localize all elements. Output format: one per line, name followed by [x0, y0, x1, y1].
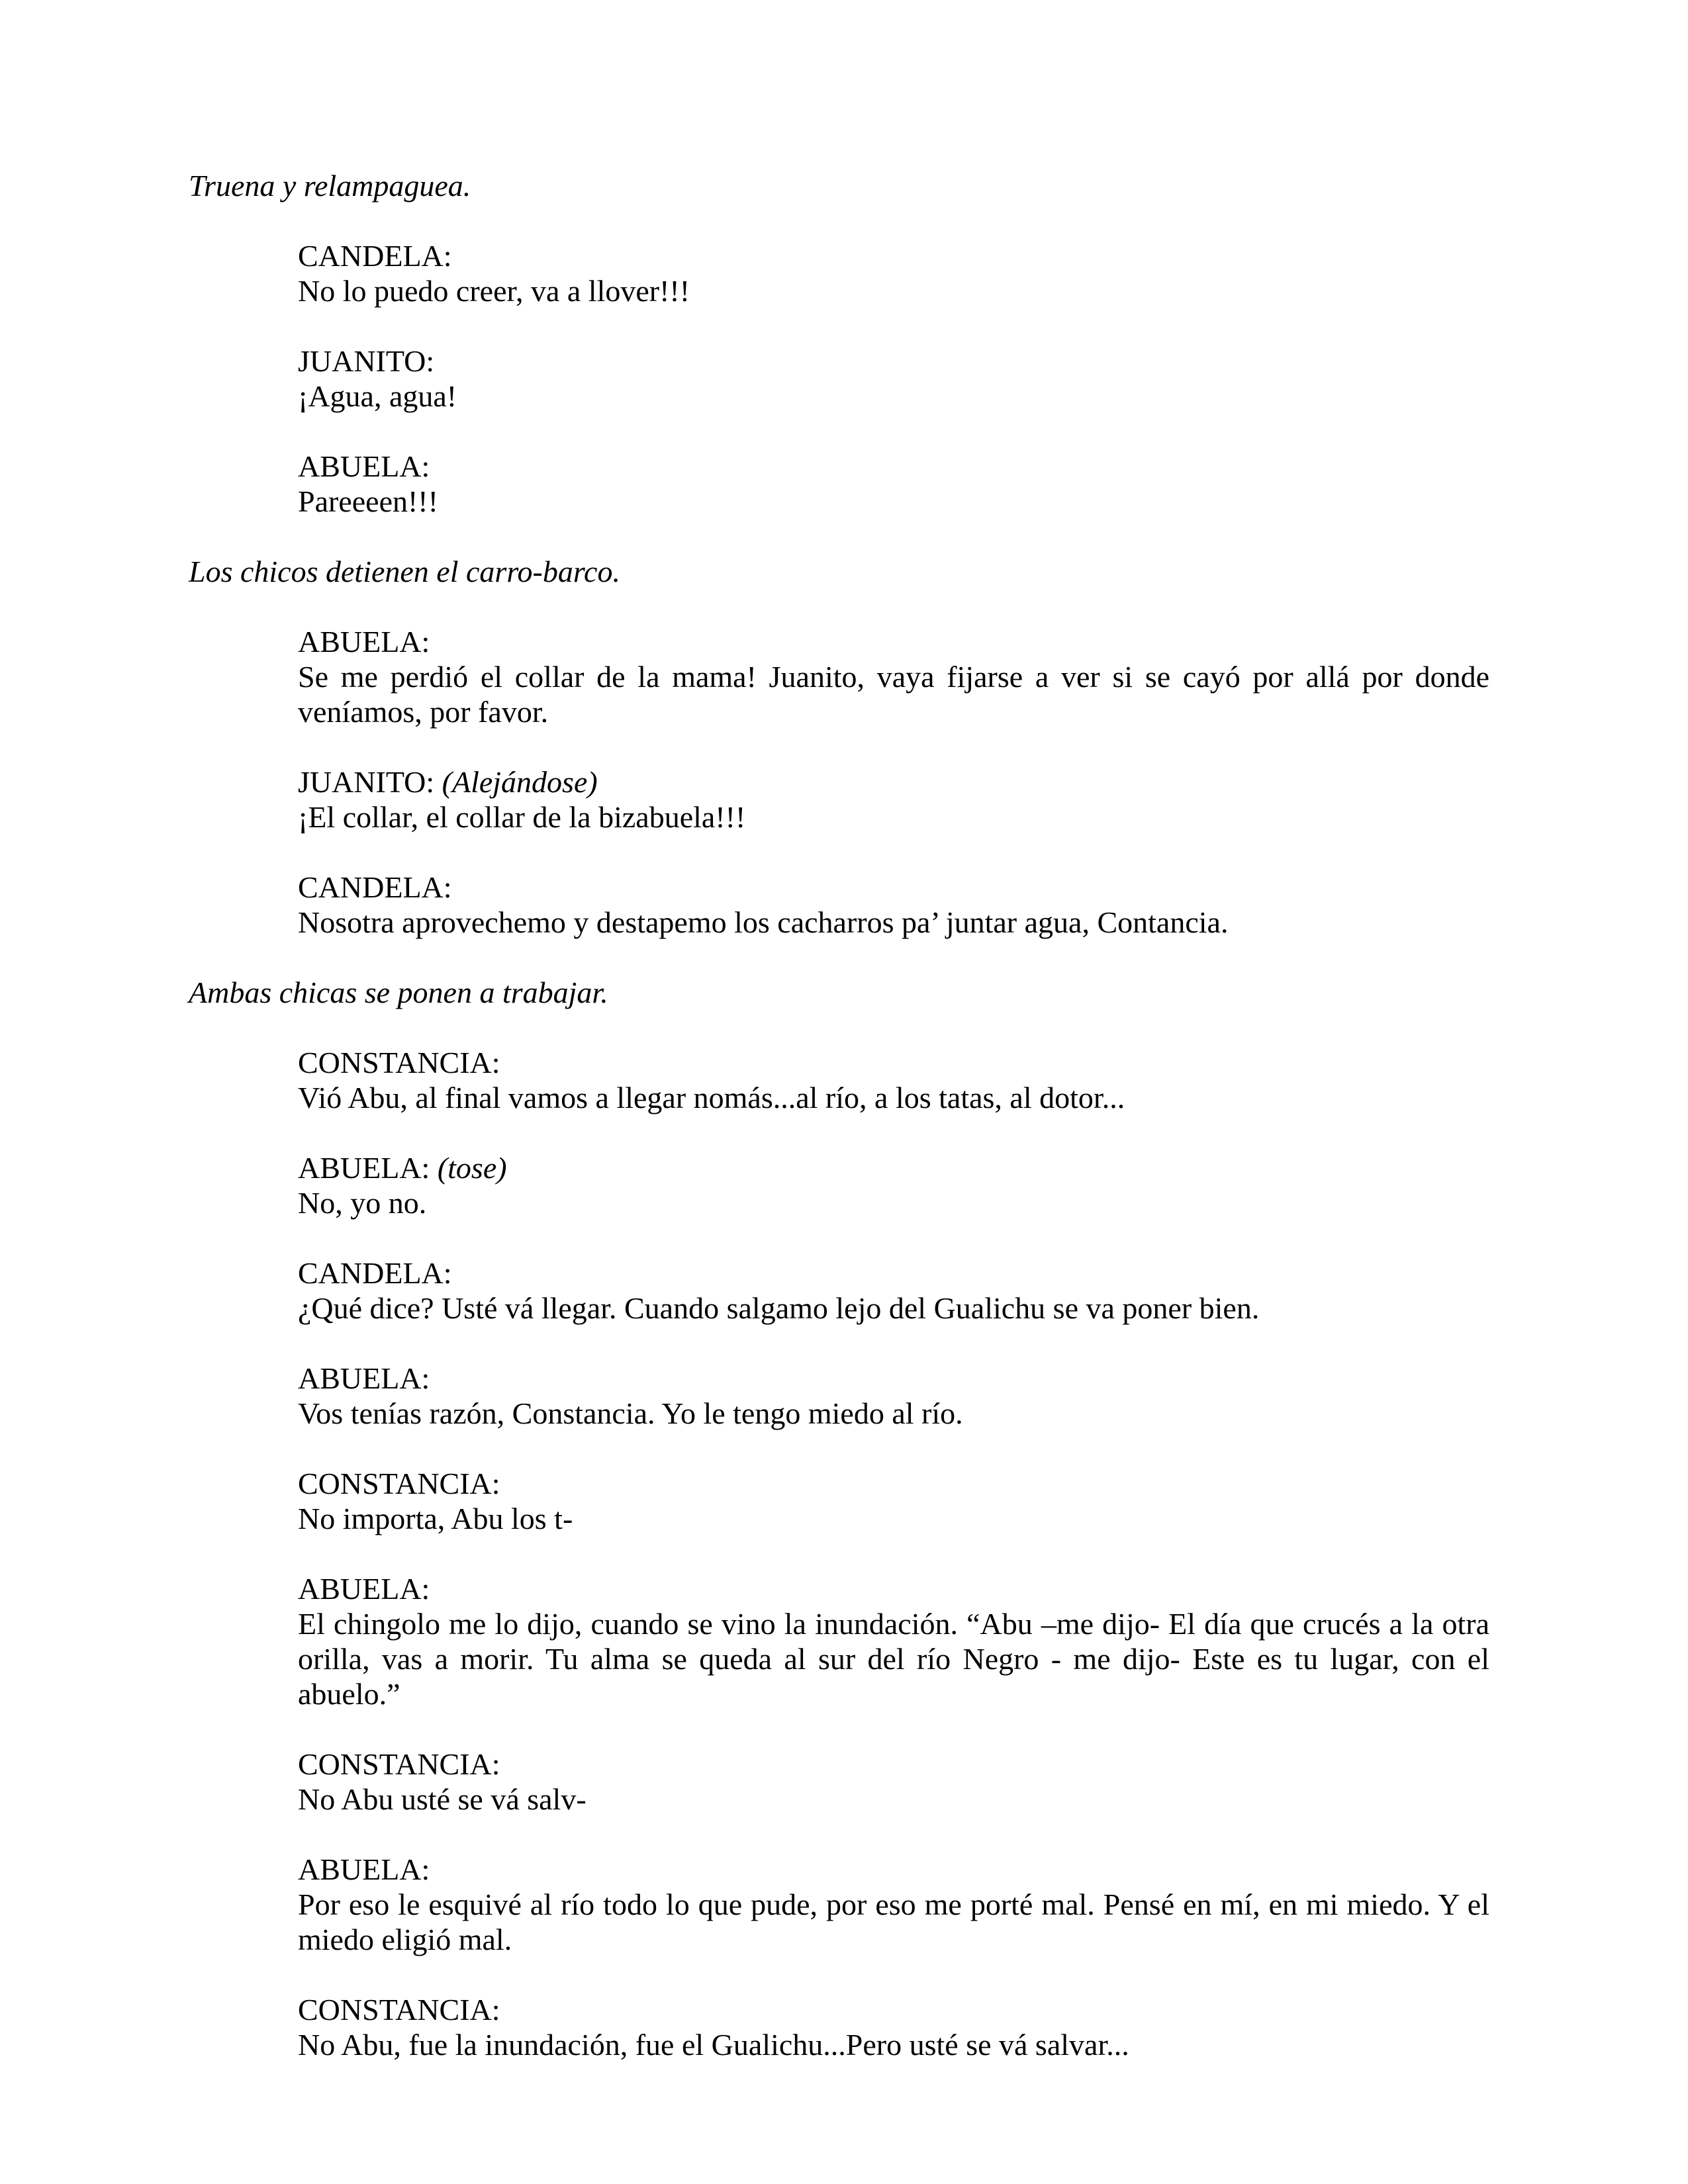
- dialogue-block: [298, 1045, 1489, 1115]
- dialogue-block: [298, 764, 1489, 835]
- character-name: CONSTANCIA:: [298, 1467, 500, 1500]
- character-heading: [298, 1852, 1489, 1887]
- character-name: CANDELA:: [298, 239, 452, 273]
- dialogue-line: Vos tenías razón, Constancia. Yo le tengo miedo al río.: [298, 1396, 963, 1430]
- character-name: JUANITO:: [298, 765, 435, 799]
- character-name: ABUELA:: [298, 449, 430, 483]
- dialogue-line: No Abu, fue la inundación, fue el Gualichu...Pero usté se vá salvar...: [298, 2028, 1129, 2062]
- dialogue-block: [298, 1571, 1489, 1711]
- dialogue-line: ¿Qué dice? Usté vá llegar. Cuando salgamo lejo del Gualichu se va poner bien.: [298, 1291, 1260, 1325]
- character-name: ABUELA:: [298, 1572, 430, 1606]
- character-name: ABUELA:: [298, 1151, 430, 1185]
- dialogue-line: No, yo no.: [298, 1186, 427, 1220]
- dialogue-line: ¡El collar, el collar de la bizabuela!!!: [298, 800, 746, 834]
- character-heading: [298, 624, 1489, 659]
- character-heading: [298, 1045, 1489, 1080]
- dialogue-block: [298, 624, 1489, 729]
- dialogue-block: [298, 1466, 1489, 1536]
- dialogue-block: [298, 1361, 1489, 1431]
- character-heading: [298, 1571, 1489, 1606]
- character-heading: [298, 343, 1489, 379]
- dialogue-line: No Abu usté se vá salv-: [298, 1782, 586, 1816]
- dialogue-line: Pareeeen!!!: [298, 484, 438, 518]
- character-heading: [298, 764, 1489, 799]
- parenthetical-direction: (Alejándose): [442, 765, 598, 799]
- character-heading: [298, 1992, 1489, 2027]
- dialogue-block: [298, 1255, 1489, 1326]
- dialogue-block: [298, 1992, 1489, 2062]
- character-heading: [298, 1150, 1489, 1185]
- dialogue-block: [298, 1747, 1489, 1817]
- dialogue-line: No lo puedo creer, va a llover!!!: [298, 274, 690, 308]
- dialogue-line: Nosotra aprovechemo y destapemo los cacharros pa’ juntar agua, Contancia.: [298, 905, 1229, 939]
- dialogue-line: Vió Abu, al final vamos a llegar nomás...al río, a los tatas, al dotor...: [298, 1081, 1125, 1115]
- stage-direction: Los chicos detienen el carro-barco.: [189, 555, 620, 588]
- dialogue-line: Por eso le esquivé al río todo lo que pude, por eso me porté mal. Pensé en mí, en mi miedo. Y el miedo eligió mal.: [298, 1888, 1489, 1956]
- character-name: ABUELA:: [298, 1852, 430, 1886]
- character-heading: [298, 1255, 1489, 1291]
- dialogue-block: [298, 870, 1489, 940]
- character-name: ABUELA:: [298, 1361, 430, 1395]
- character-heading: [298, 1361, 1489, 1396]
- character-name: JUANITO:: [298, 344, 435, 378]
- character-heading: [298, 449, 1489, 484]
- script-body: [189, 168, 1489, 2062]
- parenthetical-direction: (tose): [437, 1151, 507, 1185]
- character-name: CONSTANCIA:: [298, 1993, 500, 2026]
- character-name: ABUELA:: [298, 625, 430, 659]
- dialogue-line: No importa, Abu los t-: [298, 1502, 573, 1535]
- dialogue-block: [298, 449, 1489, 519]
- character-heading: [298, 238, 1489, 273]
- character-heading: [298, 1747, 1489, 1782]
- dialogue-block: [298, 238, 1489, 308]
- character-name: CONSTANCIA:: [298, 1747, 500, 1781]
- character-name: CANDELA:: [298, 1256, 452, 1290]
- character-name: CONSTANCIA:: [298, 1046, 500, 1079]
- dialogue-line: ¡Agua, agua!: [298, 379, 457, 413]
- dialogue-block: [298, 1852, 1489, 1957]
- dialogue-line: El chingolo me lo dijo, cuando se vino la inundación. “Abu –me dijo- El día que crucés a la otra orilla, vas a morir. Tu alma se queda al sur del río Negro - me dijo- Este es tu lugar, con el abuelo.”: [298, 1607, 1489, 1711]
- stage-direction: Ambas chicas se ponen a trabajar.: [189, 976, 608, 1009]
- dialogue-line: Se me perdió el collar de la mama! Juanito, vaya fijarse a ver si se cayó por allá por donde veníamos, por favor.: [298, 660, 1489, 729]
- character-heading: [298, 1466, 1489, 1501]
- character-name: CANDELA:: [298, 870, 452, 904]
- character-heading: [298, 870, 1489, 905]
- dialogue-block: [298, 343, 1489, 414]
- stage-direction: Truena y relampaguea.: [189, 169, 471, 203]
- dialogue-block: [298, 1150, 1489, 1220]
